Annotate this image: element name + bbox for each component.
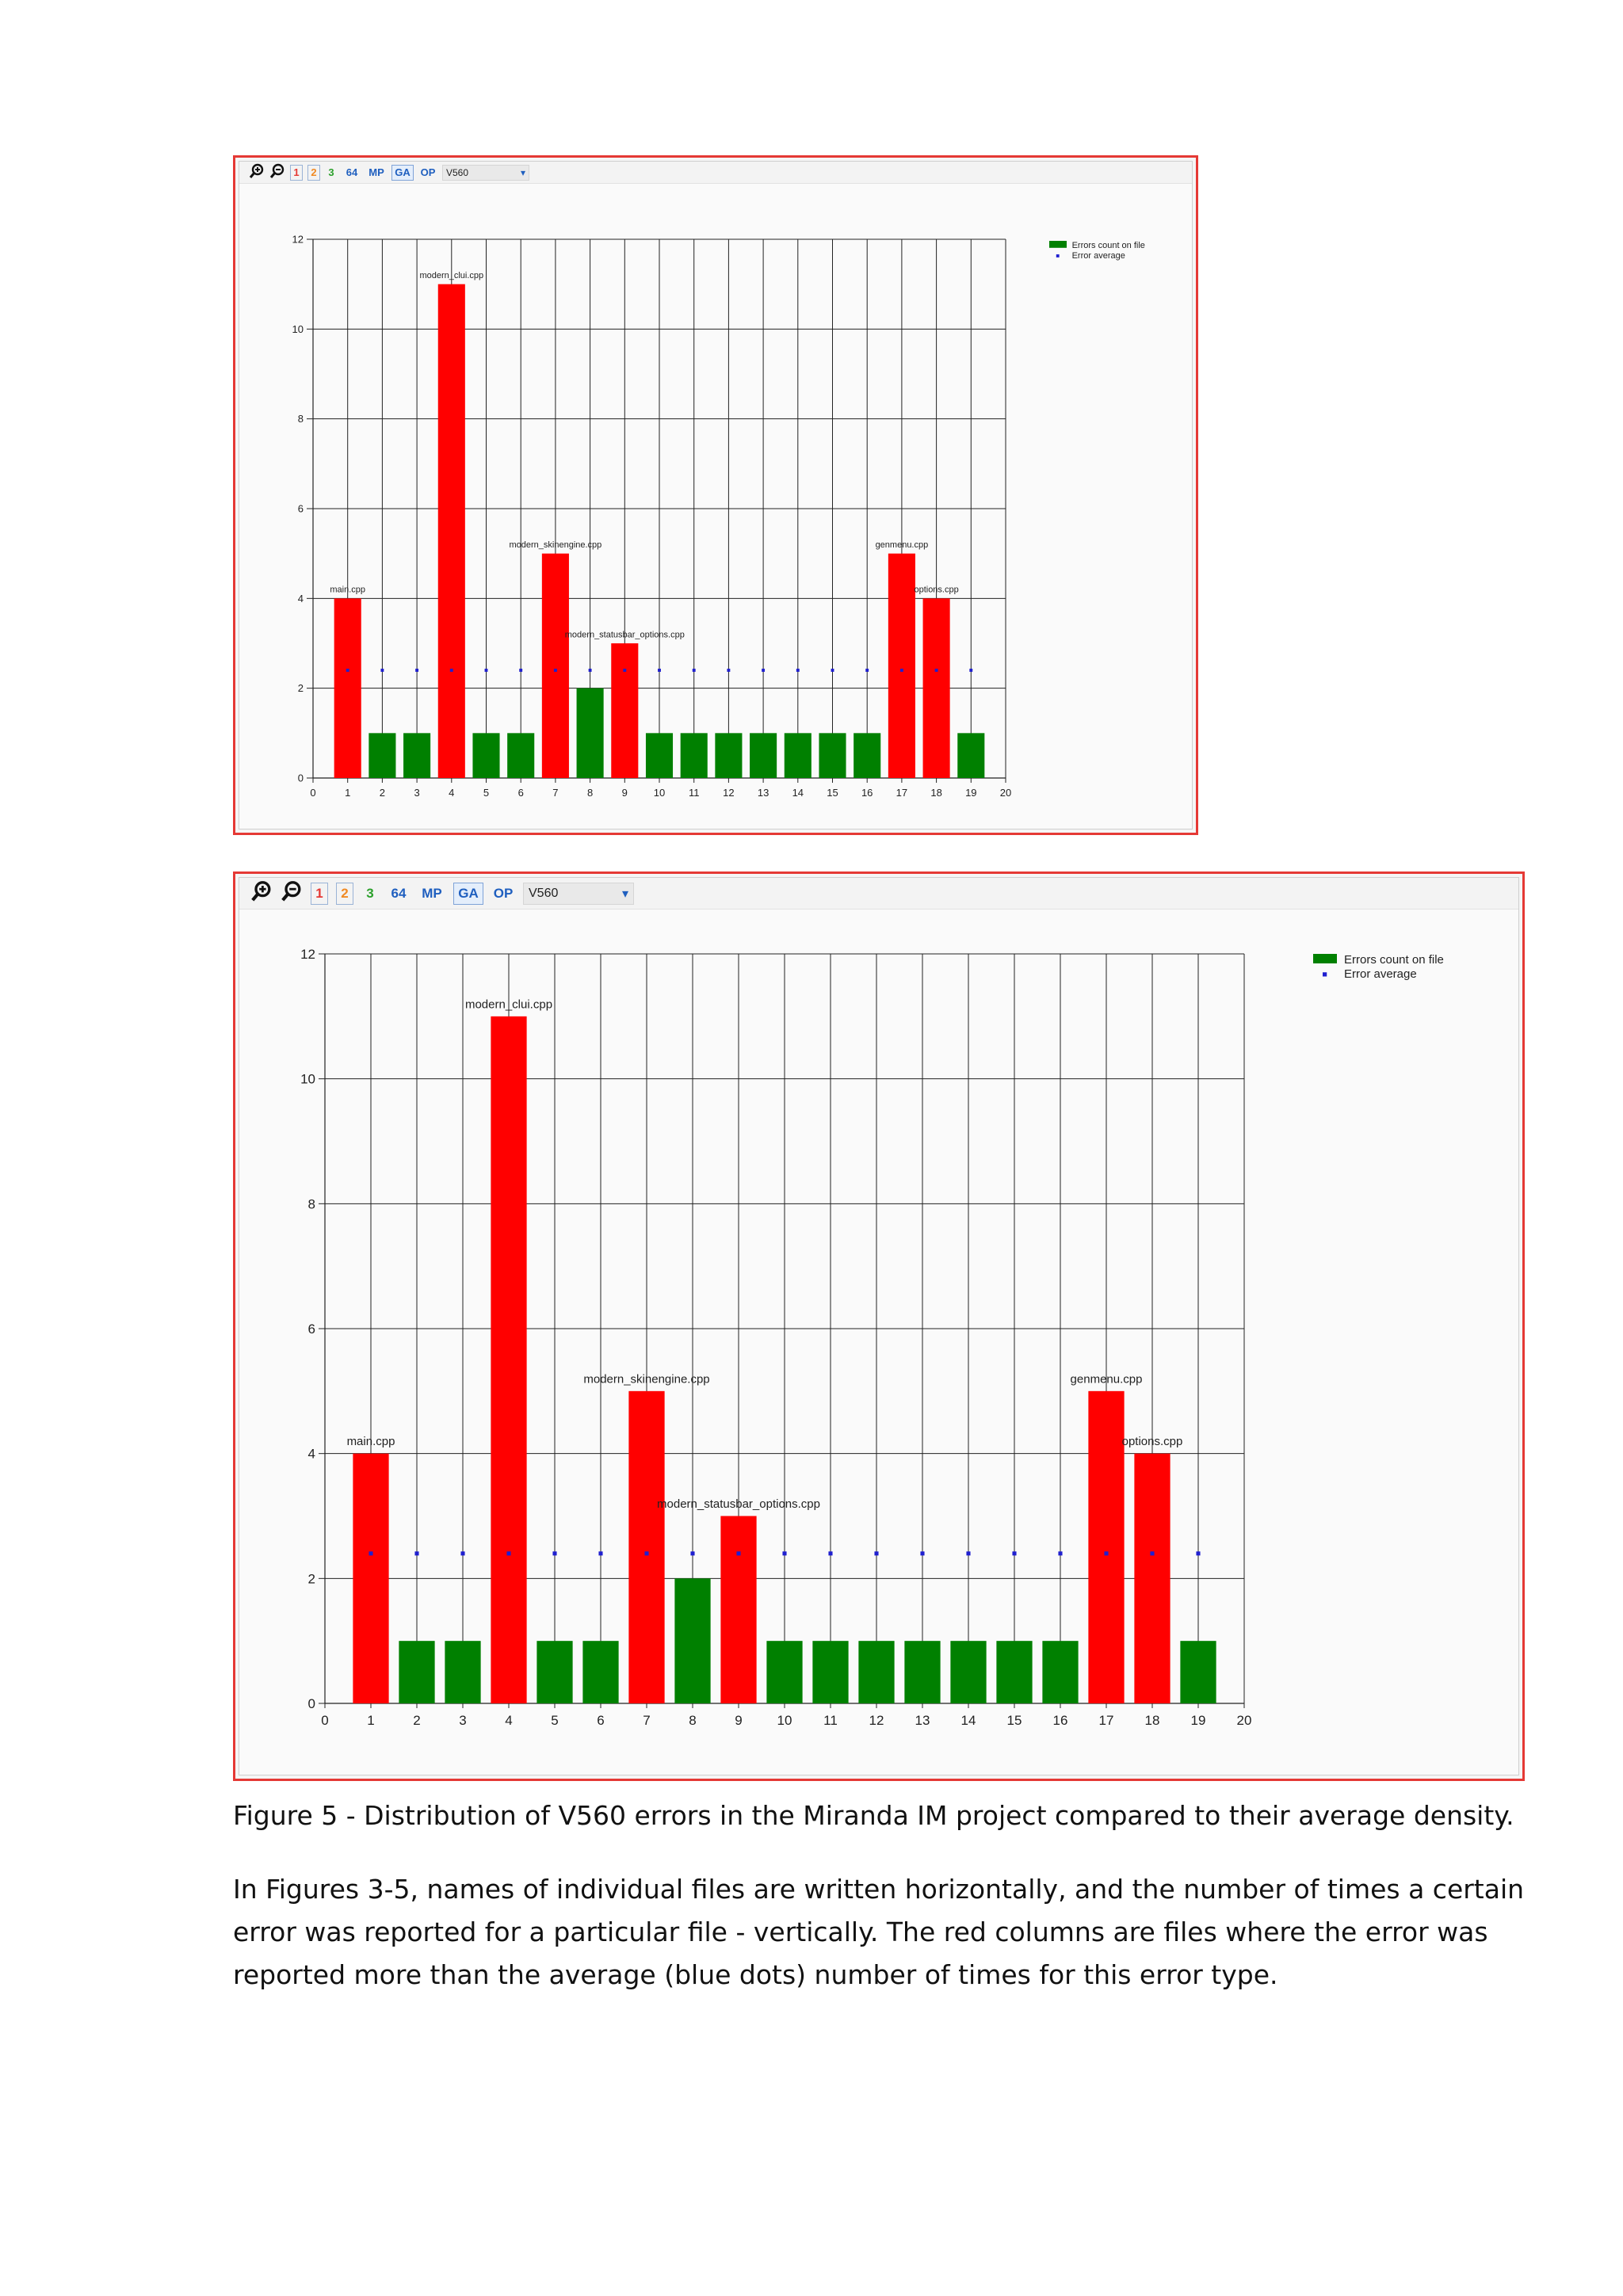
average-point (736, 1551, 740, 1555)
y-tick-label: 4 (307, 1446, 315, 1462)
op-button[interactable]: OP (493, 885, 514, 901)
average-point (796, 669, 800, 672)
bar (819, 733, 846, 778)
x-tick-label: 4 (505, 1713, 513, 1728)
average-point (380, 669, 384, 672)
x-tick-label: 20 (1236, 1713, 1252, 1728)
average-point (874, 1551, 878, 1555)
x-tick-label: 0 (321, 1713, 329, 1728)
average-point (900, 669, 903, 672)
x-tick-label: 4 (449, 787, 455, 799)
bar (674, 1578, 710, 1703)
average-point (460, 1551, 464, 1555)
y-tick-label: 0 (307, 1695, 315, 1711)
average-point (369, 1551, 372, 1555)
bar (766, 1641, 802, 1703)
error-code-select[interactable] (523, 883, 634, 905)
y-tick-label: 10 (300, 1071, 315, 1087)
x-tick-label: 11 (688, 787, 700, 799)
bar-label: modern_statusbar_options.cpp (657, 1497, 820, 1511)
average-point (762, 669, 765, 672)
bar (542, 554, 569, 778)
y-tick-label: 6 (307, 1321, 315, 1337)
average-point (415, 669, 418, 672)
x-tick-label: 0 (310, 787, 316, 799)
average-point (831, 669, 834, 672)
level-2-button[interactable]: 2 (336, 883, 353, 905)
zoom-in-icon[interactable] (249, 163, 265, 181)
bar-label: modern_statusbar_options.cpp (564, 630, 685, 640)
bar (888, 554, 915, 778)
x-tick-label: 7 (552, 787, 559, 799)
bar (491, 1016, 526, 1703)
x-tick-label: 15 (1006, 1713, 1022, 1728)
chart-toolbar (239, 878, 1518, 910)
average-point (623, 669, 626, 672)
average-point (1104, 1551, 1108, 1555)
bar-label: modern_clui.cpp (419, 270, 484, 280)
bar (438, 284, 465, 778)
x-tick-label: 11 (823, 1713, 838, 1728)
average-point (1012, 1551, 1016, 1555)
chart-panel-inner (239, 161, 1193, 830)
x-tick-label: 2 (413, 1713, 421, 1728)
average-point (552, 1551, 556, 1555)
average-point (589, 669, 592, 672)
average-point (450, 669, 453, 672)
x-tick-label: 14 (960, 1713, 976, 1728)
bar (950, 1641, 986, 1703)
x-tick-label: 3 (459, 1713, 467, 1728)
y-tick-label: 4 (297, 592, 304, 605)
bar (353, 1454, 388, 1703)
average-point (693, 669, 696, 672)
x-tick-label: 5 (483, 787, 490, 799)
y-tick-label: 10 (292, 322, 304, 335)
y-tick-label: 2 (307, 1571, 315, 1587)
x-tick-label: 16 (861, 787, 873, 799)
legend-label: Errors count on file (1071, 240, 1145, 250)
legend-label: Errors count on file (1344, 953, 1444, 967)
x-tick-label: 6 (597, 1713, 605, 1728)
average-point (782, 1551, 786, 1555)
average-point (966, 1551, 970, 1555)
bar (681, 733, 708, 778)
average-point (1058, 1551, 1062, 1555)
y-tick-label: 8 (307, 1196, 315, 1212)
average-point (598, 1551, 602, 1555)
level-1-button[interactable]: 1 (290, 165, 303, 181)
x-tick-label: 19 (965, 787, 977, 799)
chevron-down-icon: ▾ (520, 166, 525, 178)
level-1-button[interactable]: 1 (311, 883, 328, 905)
x-tick-label: 13 (757, 787, 769, 799)
y-tick-label: 0 (297, 772, 304, 784)
bar (750, 733, 777, 778)
bar (957, 733, 984, 778)
bar-label: modern_skinengine.cpp (583, 1372, 710, 1386)
bar-label: modern_skinengine.cpp (509, 540, 602, 550)
x-tick-label: 12 (723, 787, 735, 799)
bar (582, 1641, 618, 1703)
average-point (658, 669, 661, 672)
bar (904, 1641, 940, 1703)
x-tick-label: 9 (621, 787, 628, 799)
x-tick-label: 2 (379, 787, 386, 799)
bar-label: options.cpp (914, 585, 959, 595)
bar (507, 733, 534, 778)
legend-swatch (1056, 254, 1060, 257)
average-point (828, 1551, 832, 1555)
level-3-button[interactable]: 3 (366, 885, 374, 901)
y-tick-label: 12 (292, 233, 304, 246)
bar-label: main.cpp (330, 585, 366, 595)
average-point (865, 669, 869, 672)
bar (720, 1516, 756, 1704)
bar (854, 733, 880, 778)
ga-button[interactable]: GA (453, 883, 483, 905)
bar (537, 1641, 572, 1703)
body-paragraph: In Figures 3-5, names of individual files are written horizontally, and the number of times a certain error was reported for a particular file - vertically. The red columns are files where the error was reported more than the average (blue dots) number of times for this error type. (233, 1874, 1525, 1990)
average-point (1196, 1551, 1200, 1555)
bar (785, 733, 812, 778)
legend-label: Error average (1071, 251, 1125, 261)
bar (403, 733, 430, 778)
average-point (644, 1551, 648, 1555)
bar (646, 733, 673, 778)
mp-button[interactable]: MP (422, 885, 442, 901)
bar (577, 688, 604, 778)
x-tick-label: 1 (367, 1713, 375, 1728)
bar (1042, 1641, 1078, 1703)
error-code-value: V560 (446, 166, 469, 178)
bar (369, 733, 395, 778)
bar (1088, 1391, 1124, 1703)
average-point (506, 1551, 510, 1555)
x-tick-label: 7 (643, 1713, 651, 1728)
figure-caption: Figure 5 - Distribution of V560 errors in the Miranda IM project compared to their average density. (233, 1800, 1514, 1831)
legend-label: Error average (1344, 967, 1417, 981)
mp-button[interactable]: MP (369, 166, 384, 178)
level-3-button[interactable]: 3 (328, 166, 334, 178)
64bit-button[interactable]: 64 (391, 885, 407, 901)
average-point (346, 669, 349, 672)
average-point (727, 669, 730, 672)
chart-toolbar (239, 162, 1192, 184)
legend-swatch (1049, 241, 1067, 248)
x-tick-label: 20 (999, 787, 1012, 799)
x-tick-label: 18 (1144, 1713, 1160, 1728)
x-tick-label: 18 (930, 787, 942, 799)
zoom-out-icon[interactable] (281, 880, 303, 906)
error-code-value: V560 (529, 886, 559, 900)
x-tick-label: 14 (792, 787, 804, 799)
average-point (969, 669, 972, 672)
x-tick-label: 3 (414, 787, 420, 799)
average-point (690, 1551, 694, 1555)
chevron-down-icon: ▾ (621, 887, 628, 901)
x-tick-label: 8 (586, 787, 594, 799)
x-tick-label: 13 (915, 1713, 930, 1728)
zoom-out-icon[interactable] (269, 163, 285, 181)
x-tick-label: 17 (896, 787, 908, 799)
bar (399, 1641, 434, 1703)
bar (715, 733, 742, 778)
average-point (519, 669, 522, 672)
legend-swatch (1313, 954, 1337, 963)
chart-panel-inner (239, 877, 1519, 1775)
chart-panel-small (233, 155, 1198, 835)
x-tick-label: 17 (1098, 1713, 1114, 1728)
average-point (554, 669, 557, 672)
bar-label: main.cpp (346, 1435, 395, 1449)
x-tick-label: 12 (869, 1713, 884, 1728)
bar (334, 598, 361, 778)
op-button[interactable]: OP (420, 166, 436, 178)
zoom-in-icon[interactable] (250, 880, 273, 906)
average-point (414, 1551, 418, 1555)
bar-label: genmenu.cpp (875, 540, 929, 550)
bar (472, 733, 499, 778)
y-tick-label: 12 (300, 946, 315, 962)
x-tick-label: 19 (1190, 1713, 1206, 1728)
error-distribution-chart (239, 911, 1522, 1775)
bar (611, 643, 638, 778)
ga-button[interactable]: GA (391, 165, 414, 181)
bar (996, 1641, 1032, 1703)
y-tick-label: 6 (297, 502, 304, 515)
x-tick-label: 1 (345, 787, 351, 799)
64bit-button[interactable]: 64 (346, 166, 358, 178)
y-tick-label: 2 (297, 682, 304, 695)
average-point (920, 1551, 924, 1555)
bar (858, 1641, 894, 1703)
bar-label: modern_clui.cpp (464, 997, 553, 1012)
bar (812, 1641, 848, 1703)
bar (628, 1391, 664, 1703)
bar (445, 1641, 480, 1703)
x-tick-label: 16 (1052, 1713, 1068, 1728)
bar-label: options.cpp (1121, 1435, 1183, 1449)
x-tick-label: 6 (517, 787, 524, 799)
error-distribution-chart (239, 185, 1195, 833)
error-code-select[interactable] (442, 165, 529, 181)
x-tick-label: 5 (551, 1713, 559, 1728)
bar (923, 598, 950, 778)
x-tick-label: 10 (653, 787, 666, 799)
x-tick-label: 8 (689, 1713, 697, 1728)
bar-label: genmenu.cpp (1070, 1372, 1143, 1386)
level-2-button[interactable]: 2 (307, 165, 320, 181)
x-tick-label: 9 (735, 1713, 743, 1728)
average-point (1150, 1551, 1154, 1555)
x-tick-label: 15 (827, 787, 838, 799)
bar (1134, 1454, 1170, 1703)
x-tick-label: 10 (777, 1713, 792, 1728)
chart-panel-large (233, 871, 1525, 1781)
legend-swatch (1323, 972, 1327, 976)
average-point (485, 669, 488, 672)
bar (1180, 1641, 1216, 1703)
average-point (935, 669, 938, 672)
y-tick-label: 8 (297, 413, 304, 425)
